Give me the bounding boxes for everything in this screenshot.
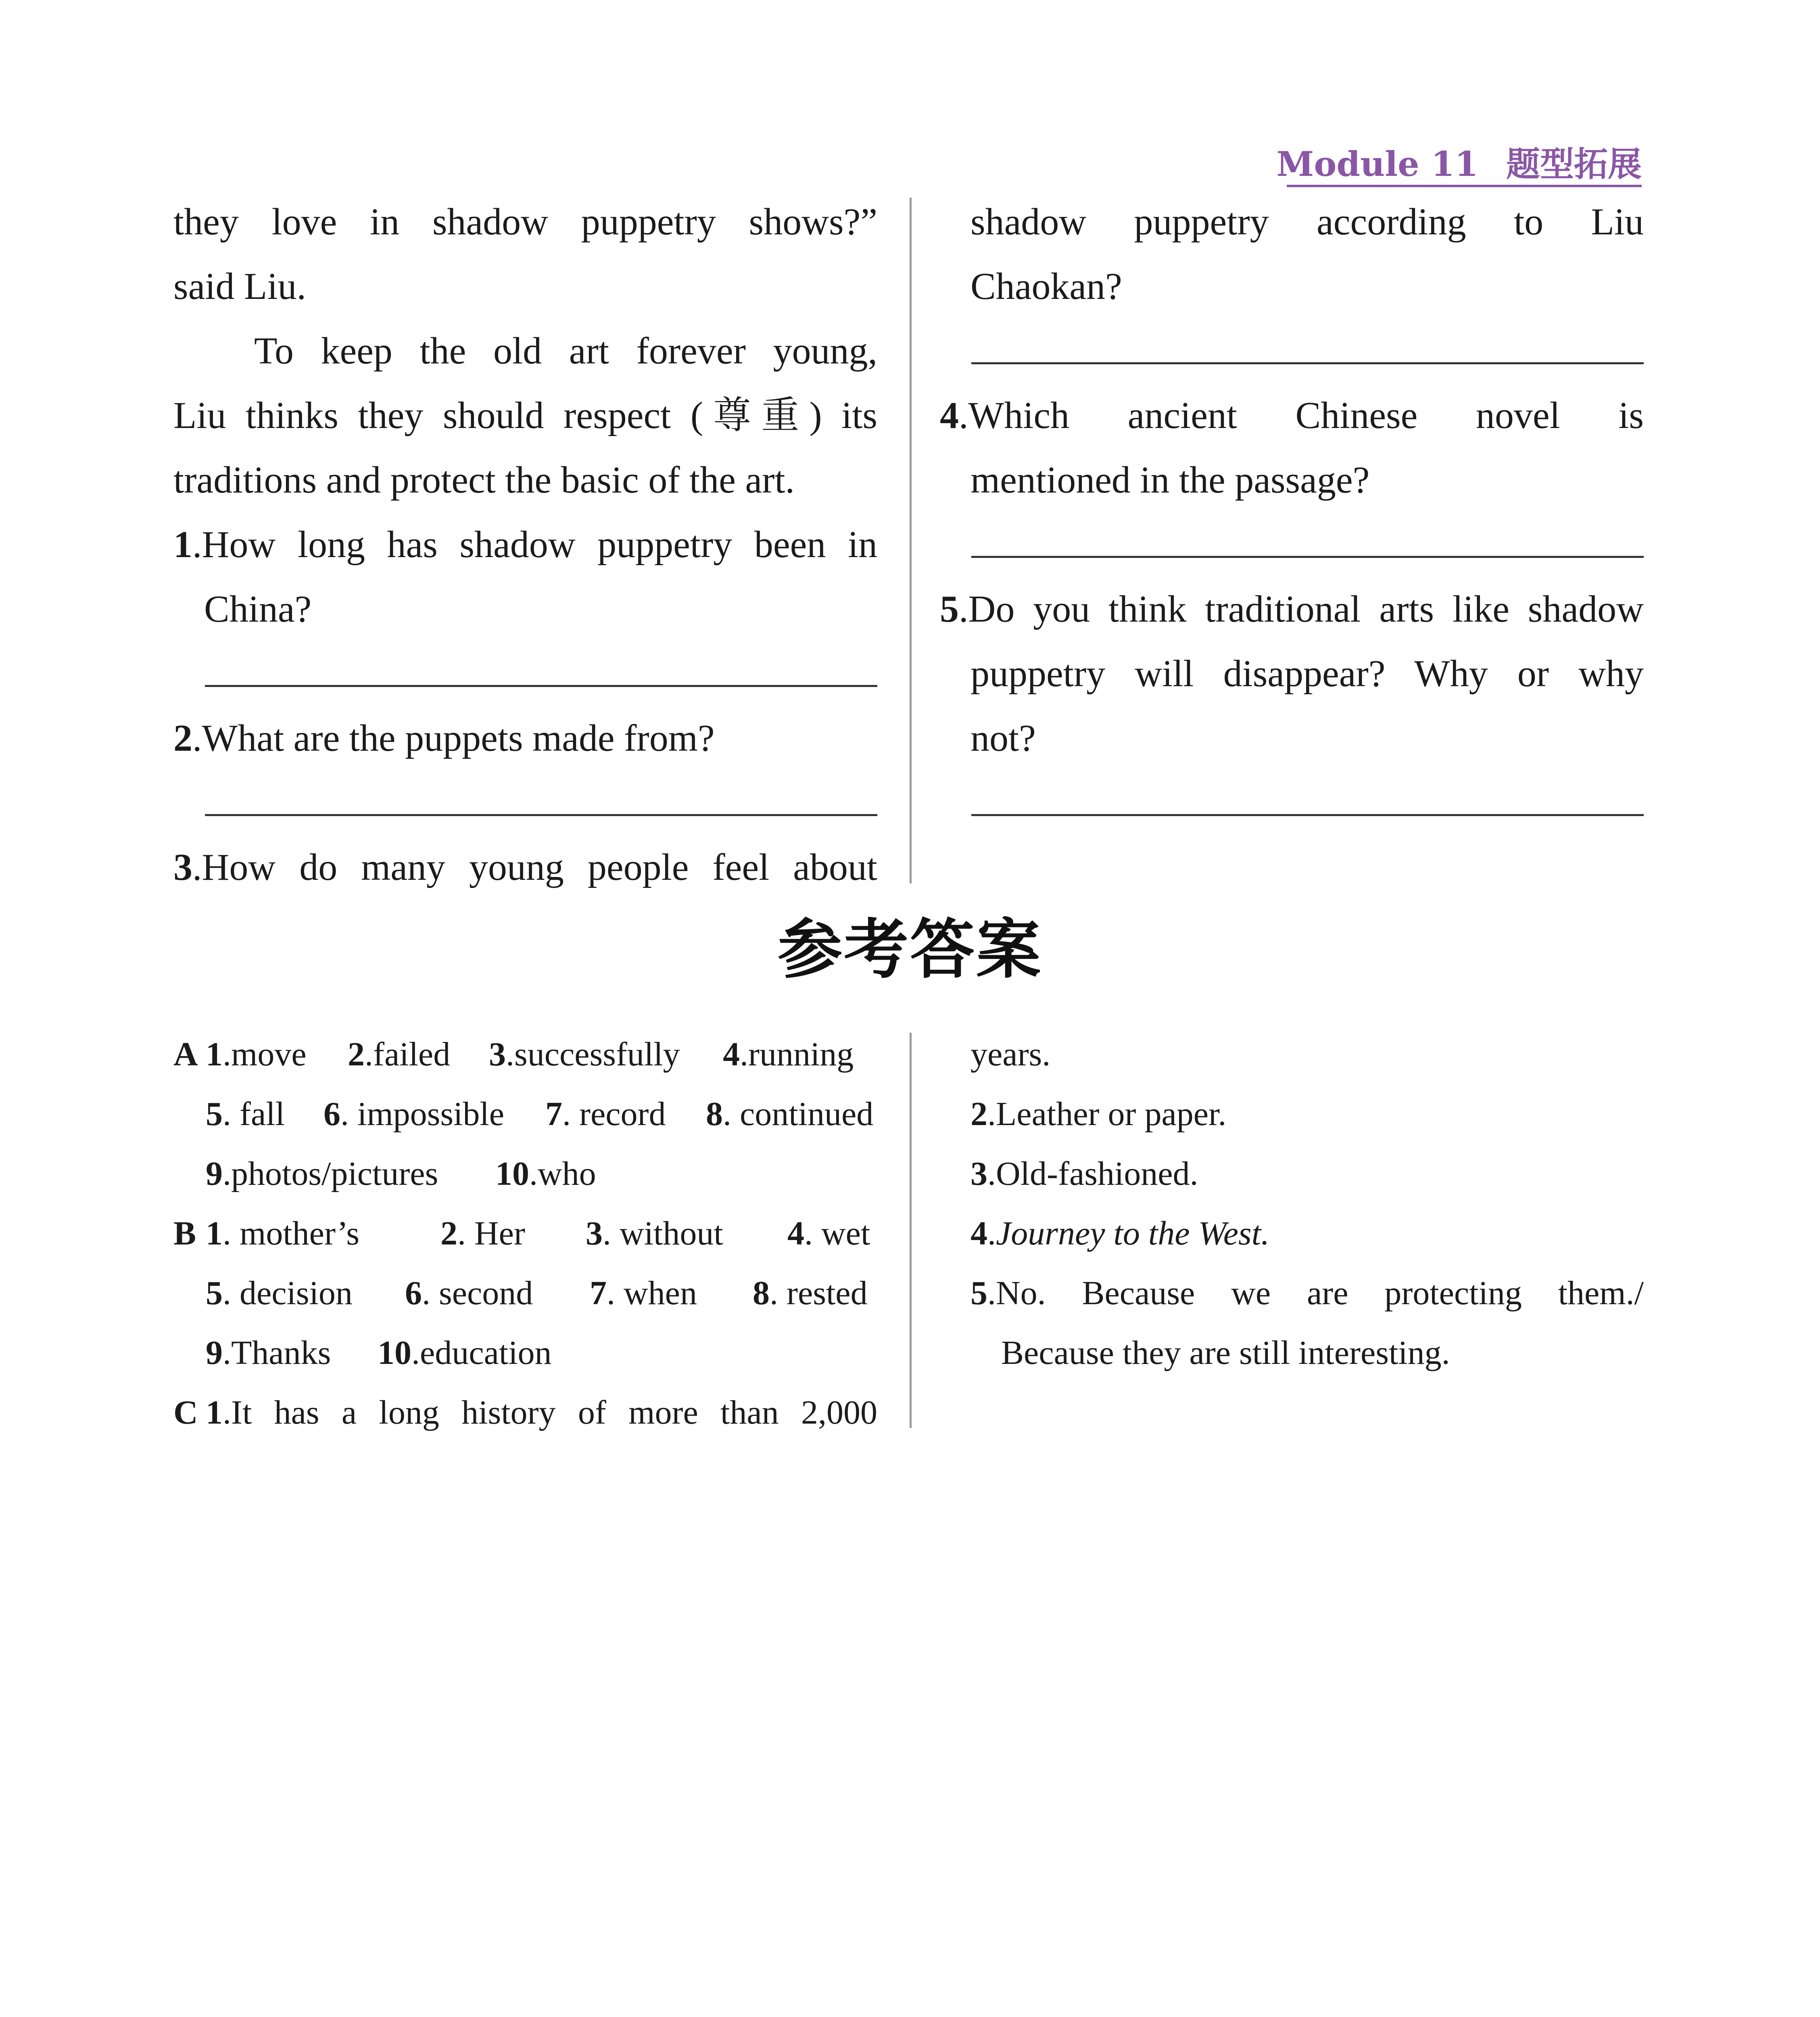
answer-text: .failed	[365, 1036, 451, 1073]
answer-section-b	[173, 1204, 196, 1263]
section-label: B	[173, 1215, 196, 1252]
answer-item	[753, 1263, 868, 1323]
header-underline	[1287, 185, 1642, 187]
answer-text: .Old-fashioned.	[987, 1155, 1198, 1192]
question-number: 1	[173, 524, 192, 566]
answer-text: . decision	[223, 1274, 353, 1312]
answer-text: .running	[740, 1036, 854, 1073]
answer-number: 4	[971, 1215, 987, 1252]
answer-number: 6	[324, 1095, 340, 1133]
answer-number: 1	[206, 1036, 223, 1073]
question-text: .Do you think traditional arts like shadow	[959, 588, 1644, 630]
answer-text: . without	[603, 1215, 723, 1252]
answer-text: . Her	[457, 1215, 525, 1252]
answer-item	[590, 1263, 697, 1323]
answer-item	[545, 1084, 666, 1144]
answer-text: .No. Because we are protecting them./	[987, 1274, 1644, 1312]
answer-number: 1	[206, 1215, 223, 1252]
answer-text: . record	[562, 1095, 666, 1133]
passage-line: To keep the old art forever young,	[254, 330, 877, 372]
answer-item	[971, 1263, 1644, 1323]
question-number: 4	[940, 395, 959, 436]
answer-item	[971, 1204, 1269, 1263]
answer-blank[interactable]	[971, 556, 1644, 558]
answer-item	[586, 1204, 723, 1263]
column-divider-lower	[910, 1033, 912, 1428]
answer-number: 2	[971, 1095, 987, 1133]
section-label: A	[173, 1036, 198, 1073]
answer-text: Journey to the West.	[996, 1215, 1270, 1252]
answer-item	[495, 1144, 596, 1204]
answer-item	[324, 1084, 504, 1144]
answer-text: . impossible	[340, 1095, 505, 1133]
answer-text: .education	[411, 1334, 552, 1372]
answer-text: .Thanks	[223, 1334, 331, 1372]
answer-blank[interactable]	[971, 362, 1644, 364]
question-text-cont: shadow puppetry according to Liu	[971, 201, 1644, 243]
answer-item	[206, 1084, 285, 1144]
answer-text: . wet	[804, 1215, 870, 1252]
answer-number: 1	[206, 1394, 223, 1431]
answer-item	[206, 1323, 331, 1383]
answers-title: 参考答案	[777, 912, 1042, 987]
answer-item	[971, 1144, 1198, 1204]
answer-text: . when	[607, 1274, 697, 1312]
passage-line: traditions and protect the basic of the art.	[173, 459, 795, 501]
answer-text: . second	[422, 1274, 533, 1312]
answer-item	[723, 1025, 854, 1084]
question-text-cont: not?	[971, 717, 1036, 759]
passage-line: said Liu.	[173, 265, 306, 307]
passage-line: Liu thinks they should respect (尊重) its	[173, 395, 877, 436]
answer-blank[interactable]	[971, 814, 1644, 816]
answer-text: .photos/pictures	[223, 1155, 438, 1192]
question-text: .How long has shadow puppetry been in	[192, 524, 877, 566]
answer-item	[348, 1025, 450, 1084]
question-5	[940, 577, 1644, 641]
answer-number: 6	[405, 1274, 422, 1312]
question-text-cont: Chaokan?	[971, 265, 1122, 307]
question-text-cont: China?	[204, 588, 312, 630]
answer-item	[378, 1323, 552, 1383]
module-label: Module 11	[1276, 144, 1478, 184]
section-label: C	[173, 1394, 198, 1431]
answer-text-cont: Because they are still interesting.	[1001, 1334, 1450, 1372]
question-text-cont: mentioned in the passage?	[971, 459, 1370, 501]
answer-number: 5	[971, 1274, 987, 1312]
question-text: .How do many young people feel about	[192, 846, 877, 888]
question-number: 5	[940, 588, 959, 630]
answer-number: 9	[206, 1334, 223, 1372]
answer-number: 3	[586, 1215, 603, 1252]
answer-item	[206, 1144, 438, 1204]
question-2	[173, 706, 715, 770]
answer-item	[206, 1025, 307, 1084]
answer-text: . mother’s	[223, 1215, 360, 1252]
answer-blank[interactable]	[205, 685, 877, 687]
answer-number: 5	[206, 1095, 223, 1133]
answer-item	[971, 1084, 1226, 1144]
question-3	[173, 835, 877, 900]
answer-text: .move	[223, 1036, 307, 1073]
question-text: .What are the puppets made from?	[192, 717, 715, 759]
answer-number: 7	[590, 1274, 607, 1312]
answer-item	[489, 1025, 680, 1084]
passage-line: they love in shadow puppetry shows?”	[173, 201, 877, 243]
answer-text: . rested	[770, 1274, 868, 1312]
question-number: 2	[173, 717, 192, 759]
answer-text: .successfully	[506, 1036, 680, 1073]
answer-number: 4	[723, 1036, 740, 1073]
answer-number: 2	[440, 1215, 457, 1252]
answer-item	[405, 1263, 533, 1323]
answer-number: 8	[753, 1274, 770, 1312]
answer-item	[206, 1204, 359, 1263]
answer-item	[206, 1263, 353, 1323]
answer-number: 5	[206, 1274, 223, 1312]
answer-number: 10	[495, 1155, 529, 1192]
answer-text: .who	[529, 1155, 596, 1192]
answer-text: .Leather or paper.	[987, 1095, 1227, 1133]
column-divider-upper	[910, 198, 912, 883]
answer-number: 10	[378, 1334, 411, 1372]
answer-item	[440, 1204, 525, 1263]
answer-number: 2	[348, 1036, 365, 1073]
answer-text: .	[987, 1215, 996, 1252]
answer-text: . continued	[723, 1095, 874, 1133]
page-header	[1276, 137, 1642, 186]
answer-section-c	[173, 1383, 198, 1443]
answer-text: . fall	[223, 1095, 285, 1133]
answer-item	[206, 1383, 877, 1443]
answer-number: 3	[489, 1036, 506, 1073]
answer-number: 3	[971, 1155, 987, 1192]
answer-number: 7	[545, 1095, 562, 1133]
answer-blank[interactable]	[205, 814, 877, 816]
question-text-cont: puppetry will disappear? Why or why	[971, 653, 1644, 695]
answer-number: 4	[787, 1215, 804, 1252]
question-1	[173, 512, 877, 577]
question-text: .Which ancient Chinese novel is	[959, 395, 1644, 436]
answer-number: 9	[206, 1155, 223, 1192]
answer-section-a	[173, 1025, 198, 1084]
answer-item	[706, 1084, 873, 1144]
answer-number: 8	[706, 1095, 723, 1133]
question-4	[940, 383, 1644, 448]
answer-item	[787, 1204, 870, 1263]
question-number: 3	[173, 846, 192, 888]
answer-text: .It has a long history of more than 2,000	[223, 1394, 877, 1431]
answer-text-cont: years.	[971, 1036, 1051, 1073]
section-label: 题型拓展	[1506, 144, 1642, 184]
